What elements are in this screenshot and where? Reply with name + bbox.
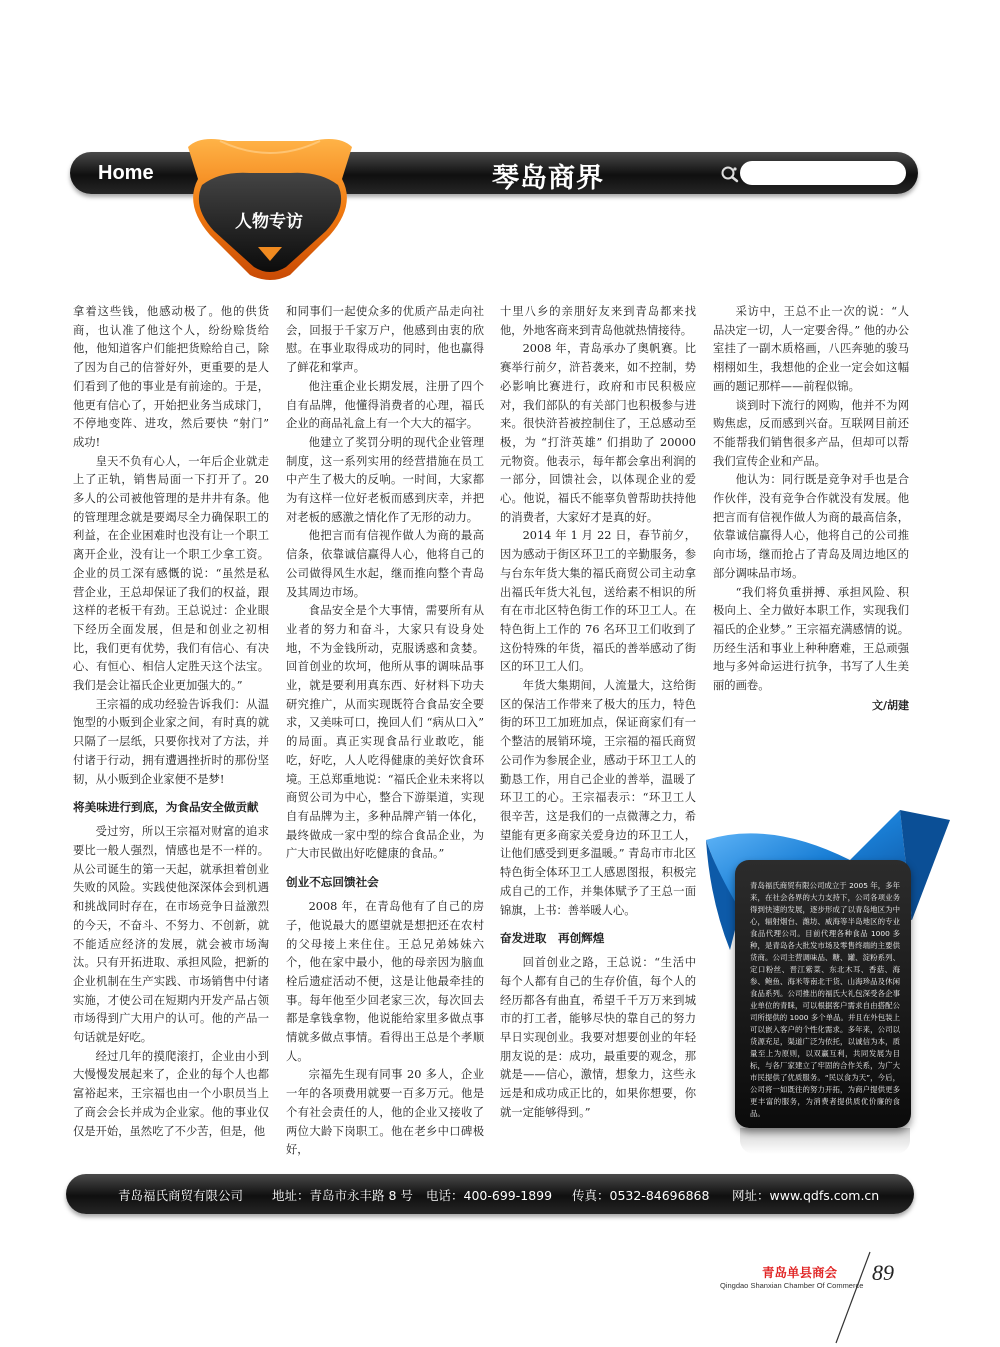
footer-fax: 传真：0532-84696868 xyxy=(572,1188,710,1203)
article-column-1 xyxy=(73,303,269,1141)
paragraph: “我们将负重拼搏、承担风险、积极向上、全力做好本职工作，实现我们福氏的企业梦。” 王宗福充满感情的说。历经生活和事业上种种磨难，王总顽强地与多舛命运进行抗争，书写了人生美丽的画卷。 xyxy=(713,585,909,693)
paragraph: 2008 年，青岛承办了奥帆赛。比赛举行前夕，浒苔袭来，如不控制，势必影响比赛进行，政府和市民积极应对，我们部队的有关部门也积极参与进来。很快浒苔被控制住了，王总感动至极，为 “打浒英雄” 们捐助了 20000 元物资。他表示，每年都会拿出利润的一部分，回馈社会，以体现企业的爱心。他说，福氏不能辜负曾帮助扶持他的消费者，大家好才是真的好。 xyxy=(500,342,696,524)
footer-phone: 电话：400-699-1899 xyxy=(426,1188,553,1203)
paragraph: 王宗福的成功经验告诉我们：从温饱型的小贩到企业家之间，有时真的就只隔了一层纸，只要你找对了方法，并付诸于行动，拥有遭遇挫折时的那份坚韧，从小贩到企业家便不是梦! xyxy=(73,697,269,786)
category-badge-label: 人物专访 xyxy=(235,212,303,232)
paragraph: 他注重企业长期发展，注册了四个自有品牌，他懂得消费者的心理，福氏企业的商品礼盒上有一个大大的福字。 xyxy=(286,379,484,431)
publication-brand: 青岛单县商会 xyxy=(762,1265,838,1280)
paragraph: 拿着这些钱，他感动极了。他的供货商，也认准了他这个人，纷纷赊货给他，他知道客户们能把货赊给自己，除了因为自己的信誉好外，更重要的是人们看到了他的事业是有前途的。于是，他更有信心了，开始把业务当成球门，不停地变阵、进攻，然后要快 “射门” 成功! xyxy=(73,305,269,449)
footer-address: 地址：青岛市永丰路 8 号 xyxy=(272,1188,413,1203)
paragraph: 2008 年，在青岛他有了自己的房子，他说最大的愿望就是想把还在农村的父母接上来住住。王总兄弟姊妹六个，他在家中最小，他的母亲因为脑血栓后遗症活动不便，这是让他最牵挂的事。每年他至少回老家三次，每次回去都是拿钱拿物，他说能给家里多做点事情就多做点事情。看得出王总是个孝顺人。 xyxy=(286,900,484,1063)
company-info-text: 青岛福氏商贸有限公司成立于 2005 年，多年来，在社会各界的大力支持下，公司各项业务得到快速的发展，逐步形成了以青岛地区为中心，辐射烟台、潍坊、威海等半岛地区的专业食品代理公司。目前代理各种食品 1000 多种，是青岛各大批发市场及零售终端的主要供货商。公司主营调味品、糖、罐、淀粉系列、定口粉丝、晋江紫菜、东北木耳、香菇、海参、鲍鱼、海米等南北干货、山海珍品及休闲食品系列。公司推出的福氏大礼包深受各企事业单位的青睐，可以根据客户需求自由搭配公司所提供的 1000 多个单品。并且在外包装上可以嵌入客户的个性化需求。多年来，公司以货源充足，渠道广泛为依托，以诚信为本，质量至上为原则，以双赢互利，共同发展为目标，与各厂家建立了牢固的合作关系，为广大市民提供了优质服务。“民以食为天”，今后，公司将一如既往的努力开拓，为商户提供更多更丰富的服务，为消费者提供质优价廉的食品。 xyxy=(750,881,900,1118)
paragraph: 十里八乡的亲朋好友来到青岛都来找他，外地客商来到青岛他就热情接待。 xyxy=(500,305,696,337)
author-signature: 文/胡建 xyxy=(871,698,909,712)
page-number: 89 xyxy=(872,1260,894,1285)
home-link[interactable]: Home xyxy=(98,162,154,184)
paragraph: 采访中，王总不止一次的说：“人品决定一切，人一定要舍得。” 他的办公室挂了一副木质格画，八匹奔驰的骏马栩栩如生，我想他的企业一定会如这幅画的题记那样——前程似锦。 xyxy=(713,305,909,393)
subheading: 创业不忘回馈社会 xyxy=(286,875,379,890)
page-divider-slash xyxy=(820,1250,880,1345)
paragraph: 年货大集期间，人流量大，这给街区的保洁工作带来了极大的压力，特色街的环卫工加班加点，保证商家们有一个整洁的展销环境，王宗福的福氏商贸公司作为参展企业，感动于环卫工人的勤恳工作，用自己企业的善举，温暖了环卫工的心。王宗福表示：“环卫工人很辛苦，这是我们的一点微薄之力，希望能有更多商家关爱身边的环卫工人，让他们感受到更多温暖。” 青岛市市北区特色街全体环卫工人感恩图报，积极完成自己的工作，并集体赋予了王总一面锦旗，上书：善举暖人心。 xyxy=(500,679,696,917)
subheading: 奋发进取 再创辉煌 xyxy=(500,931,605,946)
paragraph: 他把言而有信视作做人为商的最高信条，依靠诚信赢得人心，他将自己的公司做得风生水起，继而推向整个青岛及其周边市场。 xyxy=(286,529,484,599)
card-reflection xyxy=(740,1128,910,1154)
search-icon[interactable] xyxy=(720,164,740,184)
paragraph: 宗福先生现有同事 20 多人，企业一年的各项费用就要一百多万元。他是个有社会责任的人，他的企业又接收了两位大龄下岗职工。他在老乡中口碑极好， xyxy=(286,1068,484,1157)
subheading: 将美味进行到底，为食品安全做贡献 xyxy=(73,800,259,815)
paragraph: 和同事们一起使众多的优质产品走向社会，回报于千家万户，他感到由衷的欣慰。在事业取得成功的同时，他也赢得了鲜花和掌声。 xyxy=(286,305,484,375)
paragraph: 回首创业之路，王总说：“生活中每个人都有自己的生存价值，每个人的经历都各有曲直，希望千千万万来到城市的打工者，能够尽快的靠自己的努力早日实现创业。我要对想要创业的年轻朋友说的是：成功，最重要的观念，那就是——信心，激情，想象力，这些永远是和成功成正比的，如果你想要，你就一定能够得到。” xyxy=(500,956,696,1119)
paragraph: 他认为：同行既是竞争对手也是合作伙伴，没有竞争合作就没有发展。他把言而有信视作做人为商的最高信条，依靠诚信赢得人心，他将自己的公司推向市场，继而抢占了青岛及周边地区的部分调味品市场。 xyxy=(713,473,909,580)
footer-company: 青岛福氏商贸有限公司 xyxy=(118,1188,244,1203)
footer-website[interactable]: 网址：www.qdfs.com.cn xyxy=(732,1188,880,1203)
publication-brand-en: Qingdao Shanxian Chamber Of Commerce xyxy=(720,1281,864,1290)
paragraph: 受过穷，所以王宗福对财富的追求要比一般人强烈，情感也是不一样的。从公司诞生的第一天起，就承担着创业失败的风险。实践使他深深体会到机遇和挑战同时存在，在市场竞争日益激烈的今天，不奋斗、不努力、不创新，就不能适应经济的发展，就会被市场淘汰。只有开拓进取、承担风险，把新的企业机制在生产实践、市场销售中付诸实施，才使公司在短期内开发产品占领市场得到广大用户的认可。他的产品一句话就是好吃。 xyxy=(73,825,269,1045)
paragraph: 2014 年 1 月 22 日，春节前夕，因为感动于街区环卫工的辛勤服务，参与台东年货大集的福氏商贸公司主动拿出福氏年货大礼包，送给素不相识的所有在市北区特色街工作的环卫工人。在特色街上工作的 76 名环卫工们收到了这份特殊的年货，福氏的善举感动了街区的环卫工人们。 xyxy=(500,529,696,674)
paragraph: 经过几年的摸爬滚打，企业由小到大慢慢发展起来了，企业的每个人也都富裕起来，王宗福也由一个小职员当上了商会会长并成为企业家。他的事业仅仅是开始，虽然吃了不少苦，但是，他 xyxy=(73,1049,269,1138)
article-column-3 xyxy=(500,303,696,1123)
article-column-2 xyxy=(286,303,484,1160)
paragraph: 食品安全是个大事情，需要所有从业者的努力和奋斗，大家只有设身处地，不为金钱所动，克服诱惑和贪婪。回首创业的坎坷，他所从事的调味品事业，就是要利用真东西、好材料下功夫研究推广，从而实现既符合食品安全要求，又美味可口，挽回人们 “病从口入” 的局面。真正实现食品行业敢吃，能吃，好吃，人人吃得健康的美好饮食环境。王总郑重地说：“福氏企业未来将以商贸公司为中心，整合下游渠道，实现自有品牌为主，多种品牌产销一体化，最终做成一家中型的综合食品企业，为广大市民做出好吃健康的食品。” xyxy=(286,604,484,861)
paragraph: 谈到时下流行的网购，他并不为网购焦虑，反而感到兴奋。互联网目前还不能帮我们销售很多产品，但却可以帮我们宣传企业和产品。 xyxy=(713,398,909,468)
section-title: 琴岛商界 xyxy=(492,163,604,194)
article-column-4 xyxy=(713,303,909,713)
paragraph: 他建立了奖罚分明的现代企业管理制度，这一系列实用的经营措施在员工中产生了极大的反响。一时间，大家都为有这样一位好老板而感到庆幸，并把对老板的感激之情化作了无形的动力。 xyxy=(286,435,484,524)
search-input[interactable] xyxy=(740,161,906,185)
paragraph: 皇天不负有心人，一年后企业就走上了正轨，销售局面一下打开了。20 多人的公司被他管理的是井井有条。他的管理理念就是要竭尽全力确保职工的利益，在企业困难时也没有让一个职工离开企业，没有让一个职工少拿工资。企业的员工深有感慨的说：“虽然是私营企业，王总却保证了我们的权益，跟这样的老板干有劲。王总说过：企业眼下经历全面发展，但是和创业之初相比，我们更有优势，我们有信心、有决心、有恒心、相信人定胜天这个法宝。我们是会让福氏企业更加强大的。” xyxy=(73,454,269,693)
